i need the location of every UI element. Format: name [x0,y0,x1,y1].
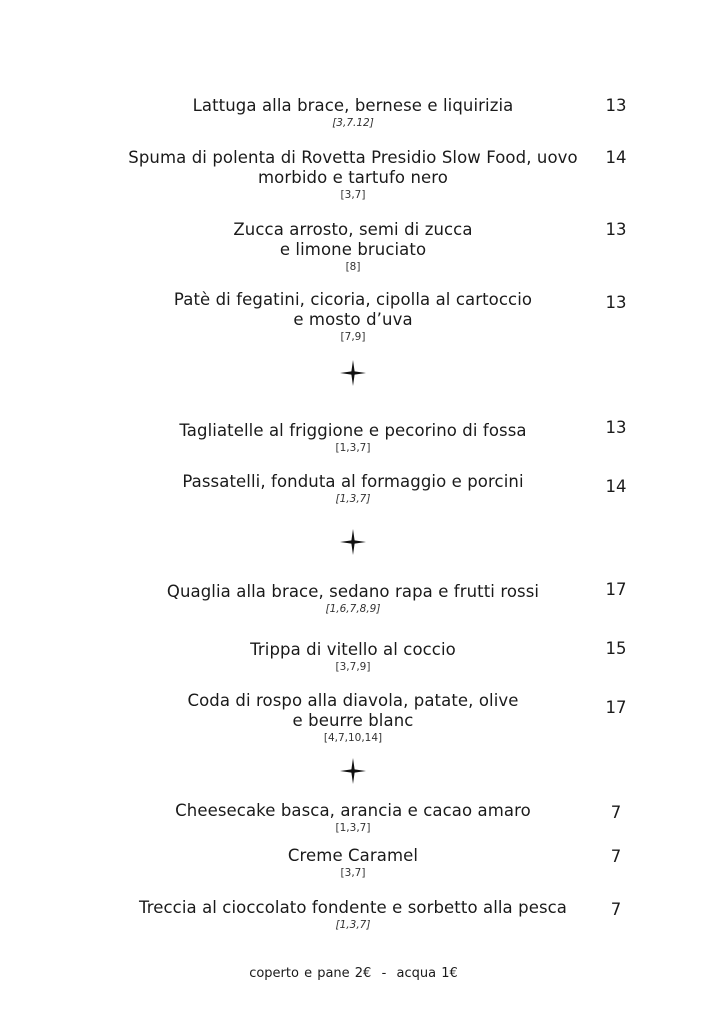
dish-name: Tagliatelle al friggione e pecorino di fossa [179,421,527,440]
dish-price: 13 [605,96,627,115]
dish-price: 14 [605,148,627,167]
dish-name-line2: morbido e tartufo nero [258,168,448,187]
dish-name: Treccia al cioccolato fondente e sorbetto alla pesca [138,898,568,917]
menu-item-quaglia [103,582,603,616]
menu-item-treccia [103,898,603,932]
dish-price: 17 [605,580,627,599]
dish-name: Lattuga alla brace, bernese e liquirizia [192,96,514,115]
menu-item-creme-caramel [103,846,603,880]
dish-name-line2: e limone bruciato [279,240,427,259]
dish-price: 7 [610,847,622,866]
four-point-star-icon [338,756,368,786]
dish-name-line2: e beurre blanc [292,711,414,730]
dish-allergens: [3,7] [340,867,366,879]
dish-allergens: [3,7.12] [332,117,374,129]
dish-price: 7 [610,900,622,919]
dish-price: 13 [605,418,627,437]
dish-price: 13 [605,293,627,312]
dish-name-line1: Zucca arrosto, semi di zucca [233,220,473,239]
menu-item-lattuga [103,96,603,130]
menu-item-passatelli [103,472,603,506]
dish-name-line1: Patè di fegatini, cicoria, cipolla al cartoccio [173,290,533,309]
dish-name: Passatelli, fonduta al formaggio e porcini [182,472,524,491]
dish-name-line1: Coda di rospo alla diavola, patate, olive [187,691,519,710]
dish-price: 17 [605,698,627,717]
cover-charge-note: coperto e pane 2€ - acqua 1€ [249,966,458,981]
dish-name-line1: Spuma di polenta di Rovetta Presidio Slow Food, uovo [128,148,578,167]
dish-allergens: [3,7] [340,189,366,201]
dish-name: Trippa di vitello al coccio [250,640,456,659]
dish-name-line2: e mosto d’uva [293,310,413,329]
dish-allergens: [8] [345,261,361,273]
dish-allergens: [1,3,7] [335,493,371,505]
dish-allergens: [4,7,10,14] [323,732,383,744]
dish-price: 13 [605,220,627,239]
dish-price: 14 [605,477,627,496]
menu-item-zucca [103,220,603,274]
dish-name: Quaglia alla brace, sedano rapa e frutti rossi [166,582,540,601]
four-point-star-icon [338,527,368,557]
dish-allergens: [1,6,7,8,9] [325,603,381,615]
dish-name: Cheesecake basca, arancia e cacao amaro [175,801,531,820]
menu-item-cheesecake [103,801,603,835]
dish-price: 15 [605,639,627,658]
menu-item-tagliatelle [103,421,603,455]
menu-item-coda-rospo [103,691,603,745]
dish-allergens: [7,9] [340,331,366,343]
dish-allergens: [3,7,9] [335,661,371,673]
menu-item-trippa [103,640,603,674]
menu-item-spuma-polenta [103,148,603,202]
dish-allergens: [1,3,7] [335,822,371,834]
menu-item-pate [103,290,603,344]
dish-allergens: [1,3,7] [335,442,371,454]
four-point-star-icon [338,358,368,388]
dish-price: 7 [610,803,622,822]
dish-allergens: [1,3,7] [335,919,371,931]
dish-name: Creme Caramel [287,846,419,865]
